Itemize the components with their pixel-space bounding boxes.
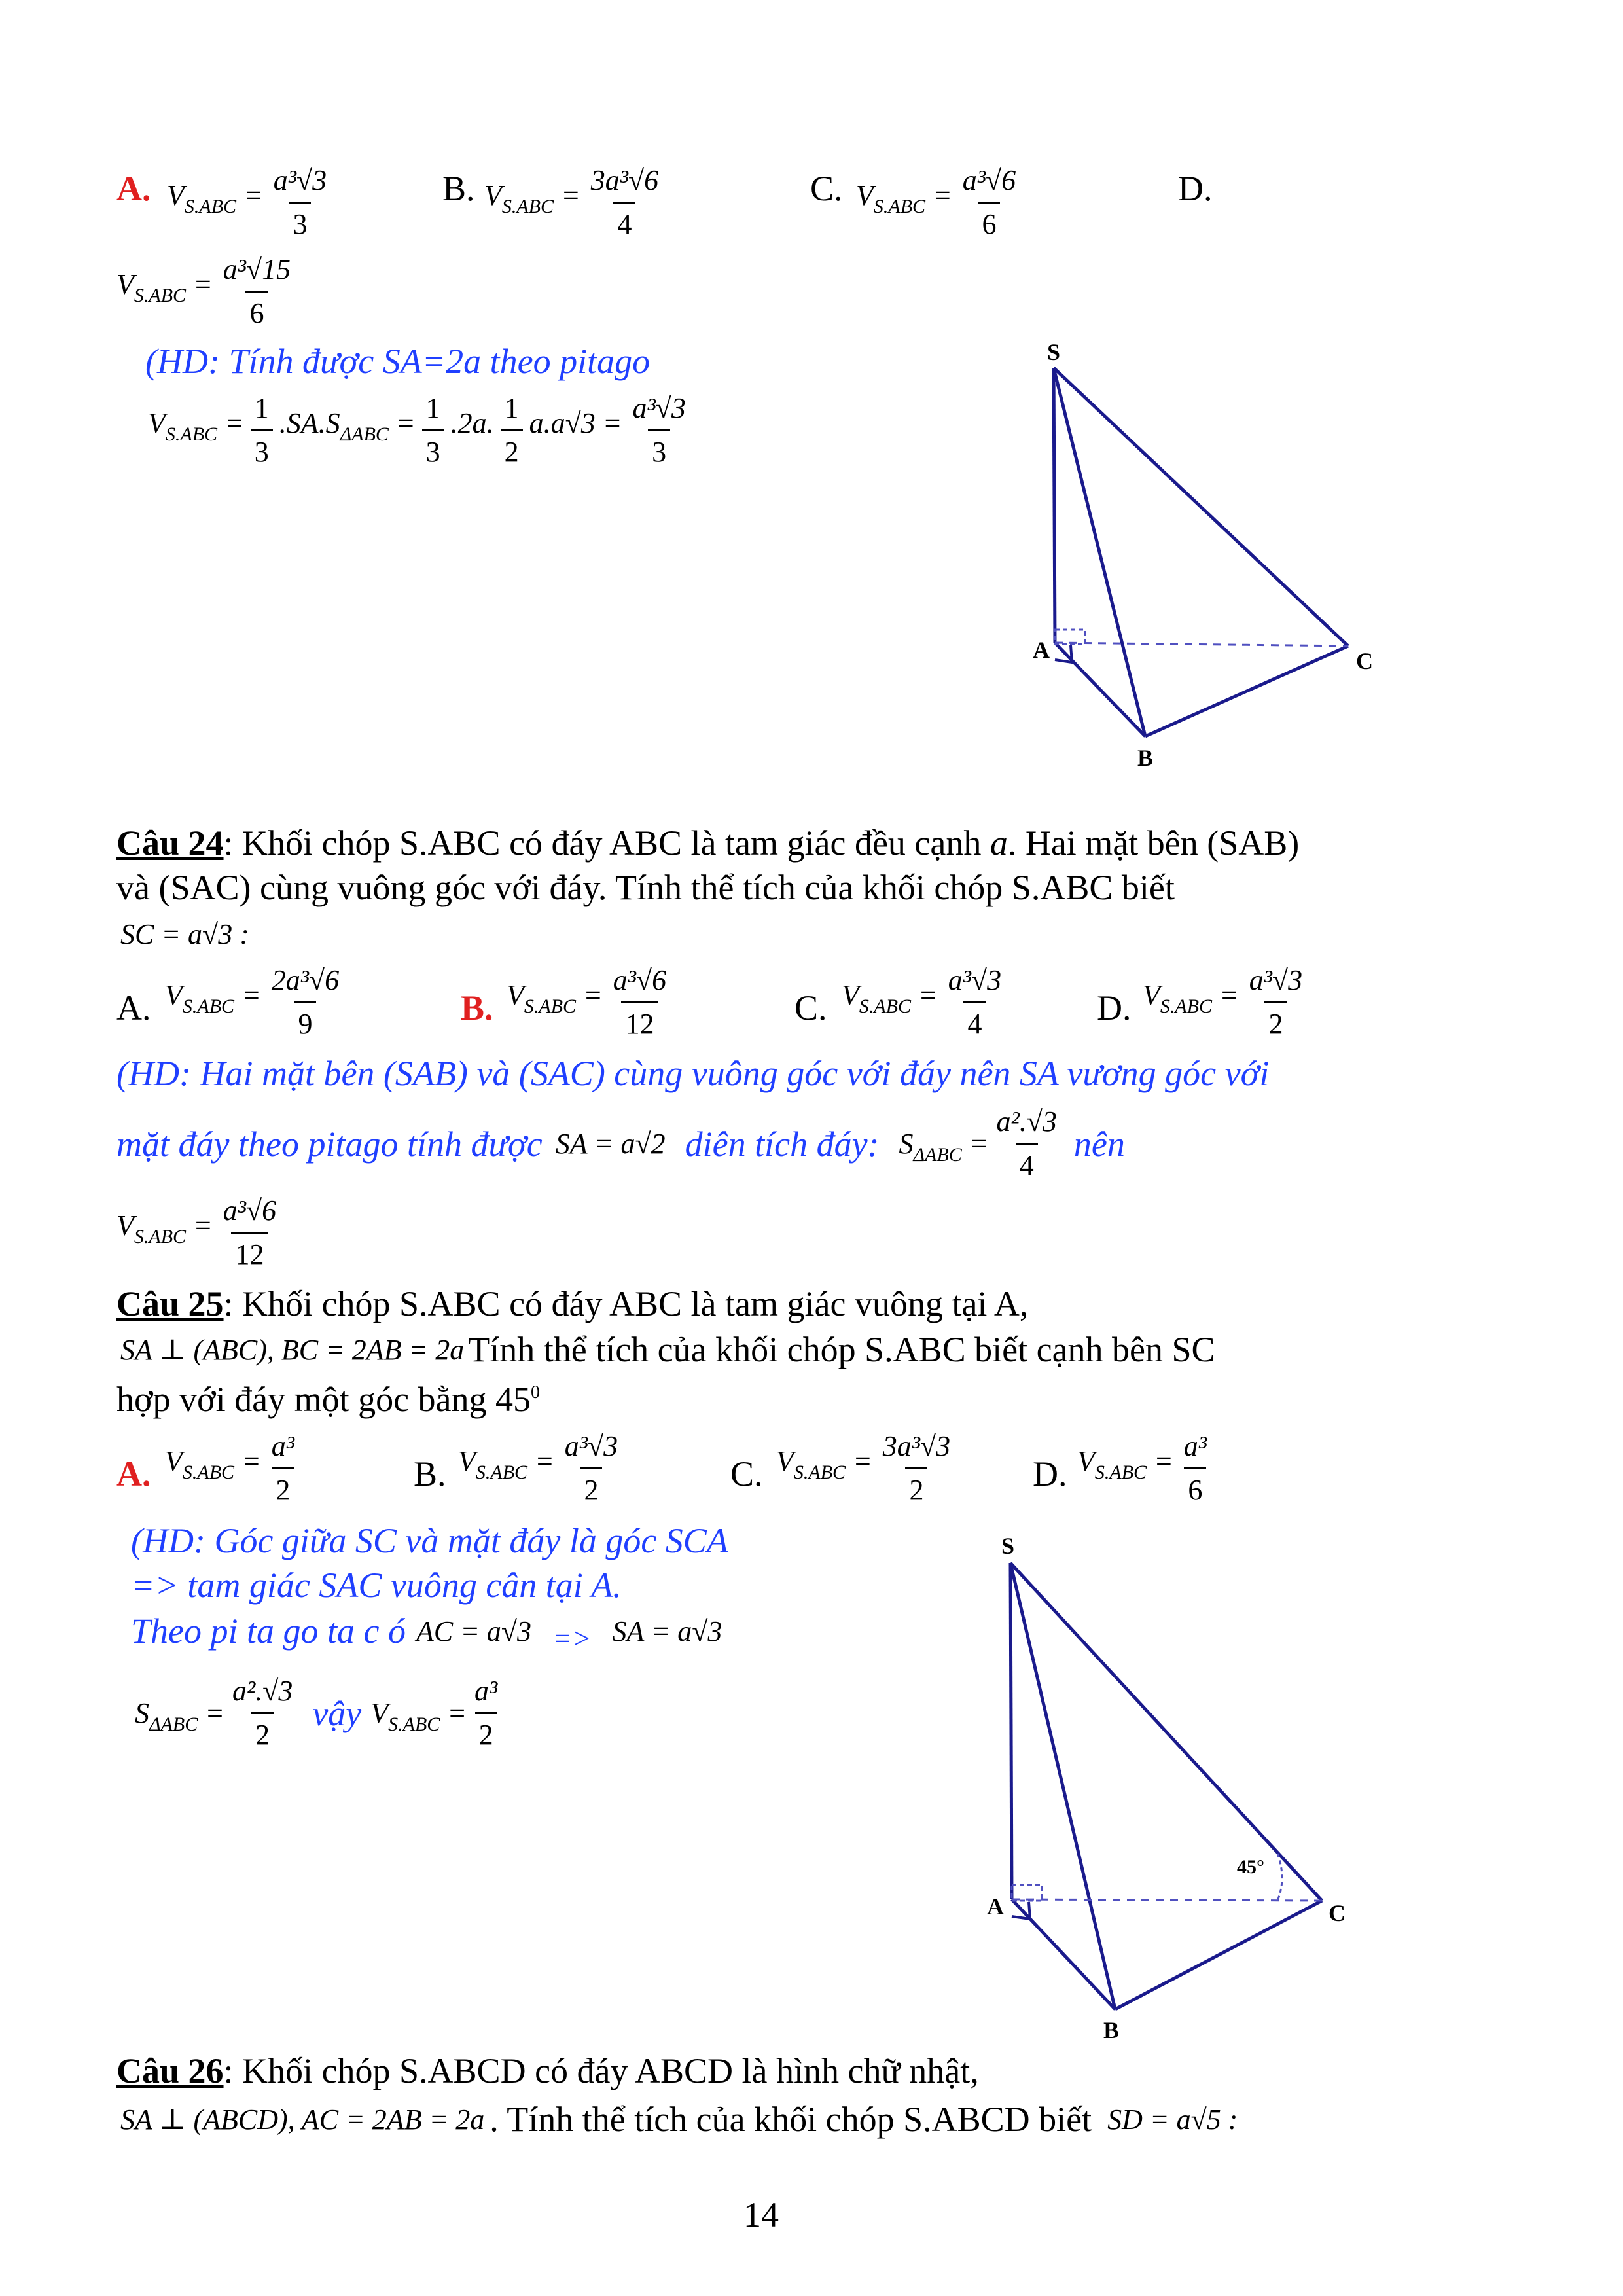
q23-hint-formula: $V_{S.ABC}$ = $\frac{1}{3}$ $.SA.S_{\Delta ABC}$ = $\frac{1}{3}$ .2a. $\frac{1}{2}$ a.a√3 = $\frac{\text{a³√3}}{3}$: [148, 390, 694, 471]
q26-label: Câu 26: [116, 2051, 224, 2090]
vertex-s-label: S: [1001, 1533, 1015, 1559]
q24-option-a-formula: $V_{S.ABC}$ = $\frac{\text{2a³√6}}{9}$: [165, 962, 347, 1043]
q24-statement-line1: Câu 24: Khối chóp S.ABC có đáy ABC là tam giác đều cạnh a. Hai mặt bên (SAB): [116, 823, 1300, 863]
pyramid-figure-1: [1021, 340, 1387, 785]
q25-statement-line2: SA ⊥ (ABC), BC = 2AB = 2a Tính thể tích của khối chóp S.ABC biết cạnh bên SC: [120, 1330, 1215, 1369]
q25-statement-line1: Câu 25: Khối chóp S.ABC có đáy ABC là tam giác vuông tại A,: [116, 1284, 1029, 1323]
right-angle-mark-dashed: [1012, 1885, 1042, 1901]
q25-option-b: B.: [414, 1454, 446, 1494]
q25-hint-line4: $S_{\Delta ABC}$ = $\frac{\text{a².√3}}{2}$ vậy $V_{S.ABC}$ = $\frac{\text{a³}}{2}$: [135, 1673, 505, 1753]
q25-option-d: D.: [1033, 1454, 1067, 1494]
angle-arc: [1277, 1854, 1282, 1901]
edge-bc: [1145, 646, 1348, 736]
q23-option-a-formula: $V_{S.ABC}$ = $\frac{\text{a³√3}}{3}$: [167, 162, 334, 243]
q24-statement-line2: và (SAC) cùng vuông góc với đáy. Tính thể tích của khối chóp S.ABC biết: [116, 868, 1175, 907]
edge-ab: [1012, 1899, 1115, 2009]
q24-hint-line1: (HD: Hai mặt bên (SAB) và (SAC) cùng vuông góc với đáy nên SA vương góc với: [116, 1054, 1270, 1093]
vertex-a-label: A: [987, 1893, 1004, 1920]
edge-sc: [1010, 1563, 1322, 1901]
page-number: 14: [743, 2195, 779, 2234]
q24-label: Câu 24: [116, 823, 224, 863]
q25-option-b-formula: $V_{S.ABC}$ = $\frac{\text{a³√3}}{2}$: [458, 1428, 626, 1509]
edge-sa: [1054, 368, 1055, 643]
q24-condition: SC = a√3 :: [120, 918, 249, 950]
q23-hint-line1: (HD: Tính được SA=2a theo pitago: [145, 342, 651, 381]
q25-hint-line2: => tam giác SAC vuông cân tại A.: [131, 1566, 622, 1605]
vertex-b-label: B: [1137, 745, 1154, 771]
q24-option-c: C.: [794, 988, 827, 1028]
q25-hint-line3: Theo pi ta go ta c ó AC = a√3 => SA = a√3: [131, 1611, 722, 1655]
q25-option-a: A.: [116, 1454, 151, 1494]
q24-hint-line2: mặt đáy theo pitago tính được SA = a√2 diên tích đáy: $S_{\Delta ABC}$ = $\frac{\text{a².√3}}{4}$ nên: [116, 1103, 1125, 1184]
q23-option-d-formula: $V_{S.ABC}$ = $\frac{\text{a³√15}}{6}$: [116, 251, 298, 332]
q24-option-d-formula: $V_{S.ABC}$ = $\frac{\text{a³√3}}{2}$: [1143, 962, 1310, 1043]
q24-option-a: A.: [116, 988, 151, 1028]
q24-hint-result: $V_{S.ABC}$ = $\frac{\text{a³√6}}{12}$: [116, 1193, 284, 1273]
q24-option-b-formula: $V_{S.ABC}$ = $\frac{\text{a³√6}}{12}$: [507, 962, 674, 1043]
q24-option-c-formula: $V_{S.ABC}$ = $\frac{\text{a³√3}}{4}$: [842, 962, 1009, 1043]
q23-option-c: C.: [810, 169, 843, 208]
vertex-b-label: B: [1103, 2017, 1120, 2043]
q25-option-c: C.: [730, 1454, 763, 1494]
q23-option-a: A.: [116, 169, 151, 208]
edge-bc: [1115, 1901, 1322, 2009]
q26-statement-line2: SA ⊥ (ABCD), AC = 2AB = 2a . Tính thể tích của khối chóp S.ABCD biết SD = a√5 :: [120, 2100, 1238, 2139]
edge-sb: [1054, 368, 1145, 736]
q23-option-c-formula: $V_{S.ABC}$ = $\frac{\text{a³√6}}{6}$: [856, 162, 1024, 243]
vertex-c-label: C: [1356, 648, 1373, 674]
q23-option-d: D.: [1178, 169, 1213, 208]
edge-ac-hidden: [1055, 643, 1348, 646]
edge-sa: [1010, 1563, 1012, 1899]
q25-hint-line1: (HD: Góc giữa SC và mặt đáy là góc SCA: [131, 1521, 728, 1560]
pyramid-figure-2: [975, 1525, 1368, 2049]
edge-ab: [1055, 643, 1145, 736]
vertex-s-label: S: [1047, 340, 1061, 365]
edge-sb: [1010, 1563, 1115, 2009]
q25-option-d-formula: $V_{S.ABC}$ = $\frac{\text{a³}}{6}$: [1077, 1428, 1215, 1509]
q25-option-a-formula: $V_{S.ABC}$ = $\frac{\text{a³}}{2}$: [165, 1428, 302, 1509]
q25-statement-line3: hợp với đáy một góc bằng $45^0$: [116, 1380, 541, 1419]
q23-option-b: B.: [442, 169, 475, 208]
angle-label: 45°: [1237, 1856, 1264, 1878]
edge-sc: [1054, 368, 1348, 646]
q24-option-d: D.: [1097, 988, 1132, 1028]
q24-option-b: B.: [461, 988, 493, 1028]
q26-statement-line1: Câu 26: Khối chóp S.ABCD có đáy ABCD là hình chữ nhật,: [116, 2051, 979, 2090]
vertex-a-label: A: [1033, 637, 1050, 663]
q25-option-c-formula: $V_{S.ABC}$ = $\frac{\text{3a³√3}}{2}$: [776, 1428, 958, 1509]
vertex-c-label: C: [1329, 1900, 1346, 1926]
q25-label: Câu 25: [116, 1284, 224, 1323]
q23-option-b-formula: $V_{S.ABC}$ = $\frac{\text{3a³√6}}{4}$: [484, 162, 666, 243]
edge-ac-hidden: [1012, 1899, 1322, 1901]
